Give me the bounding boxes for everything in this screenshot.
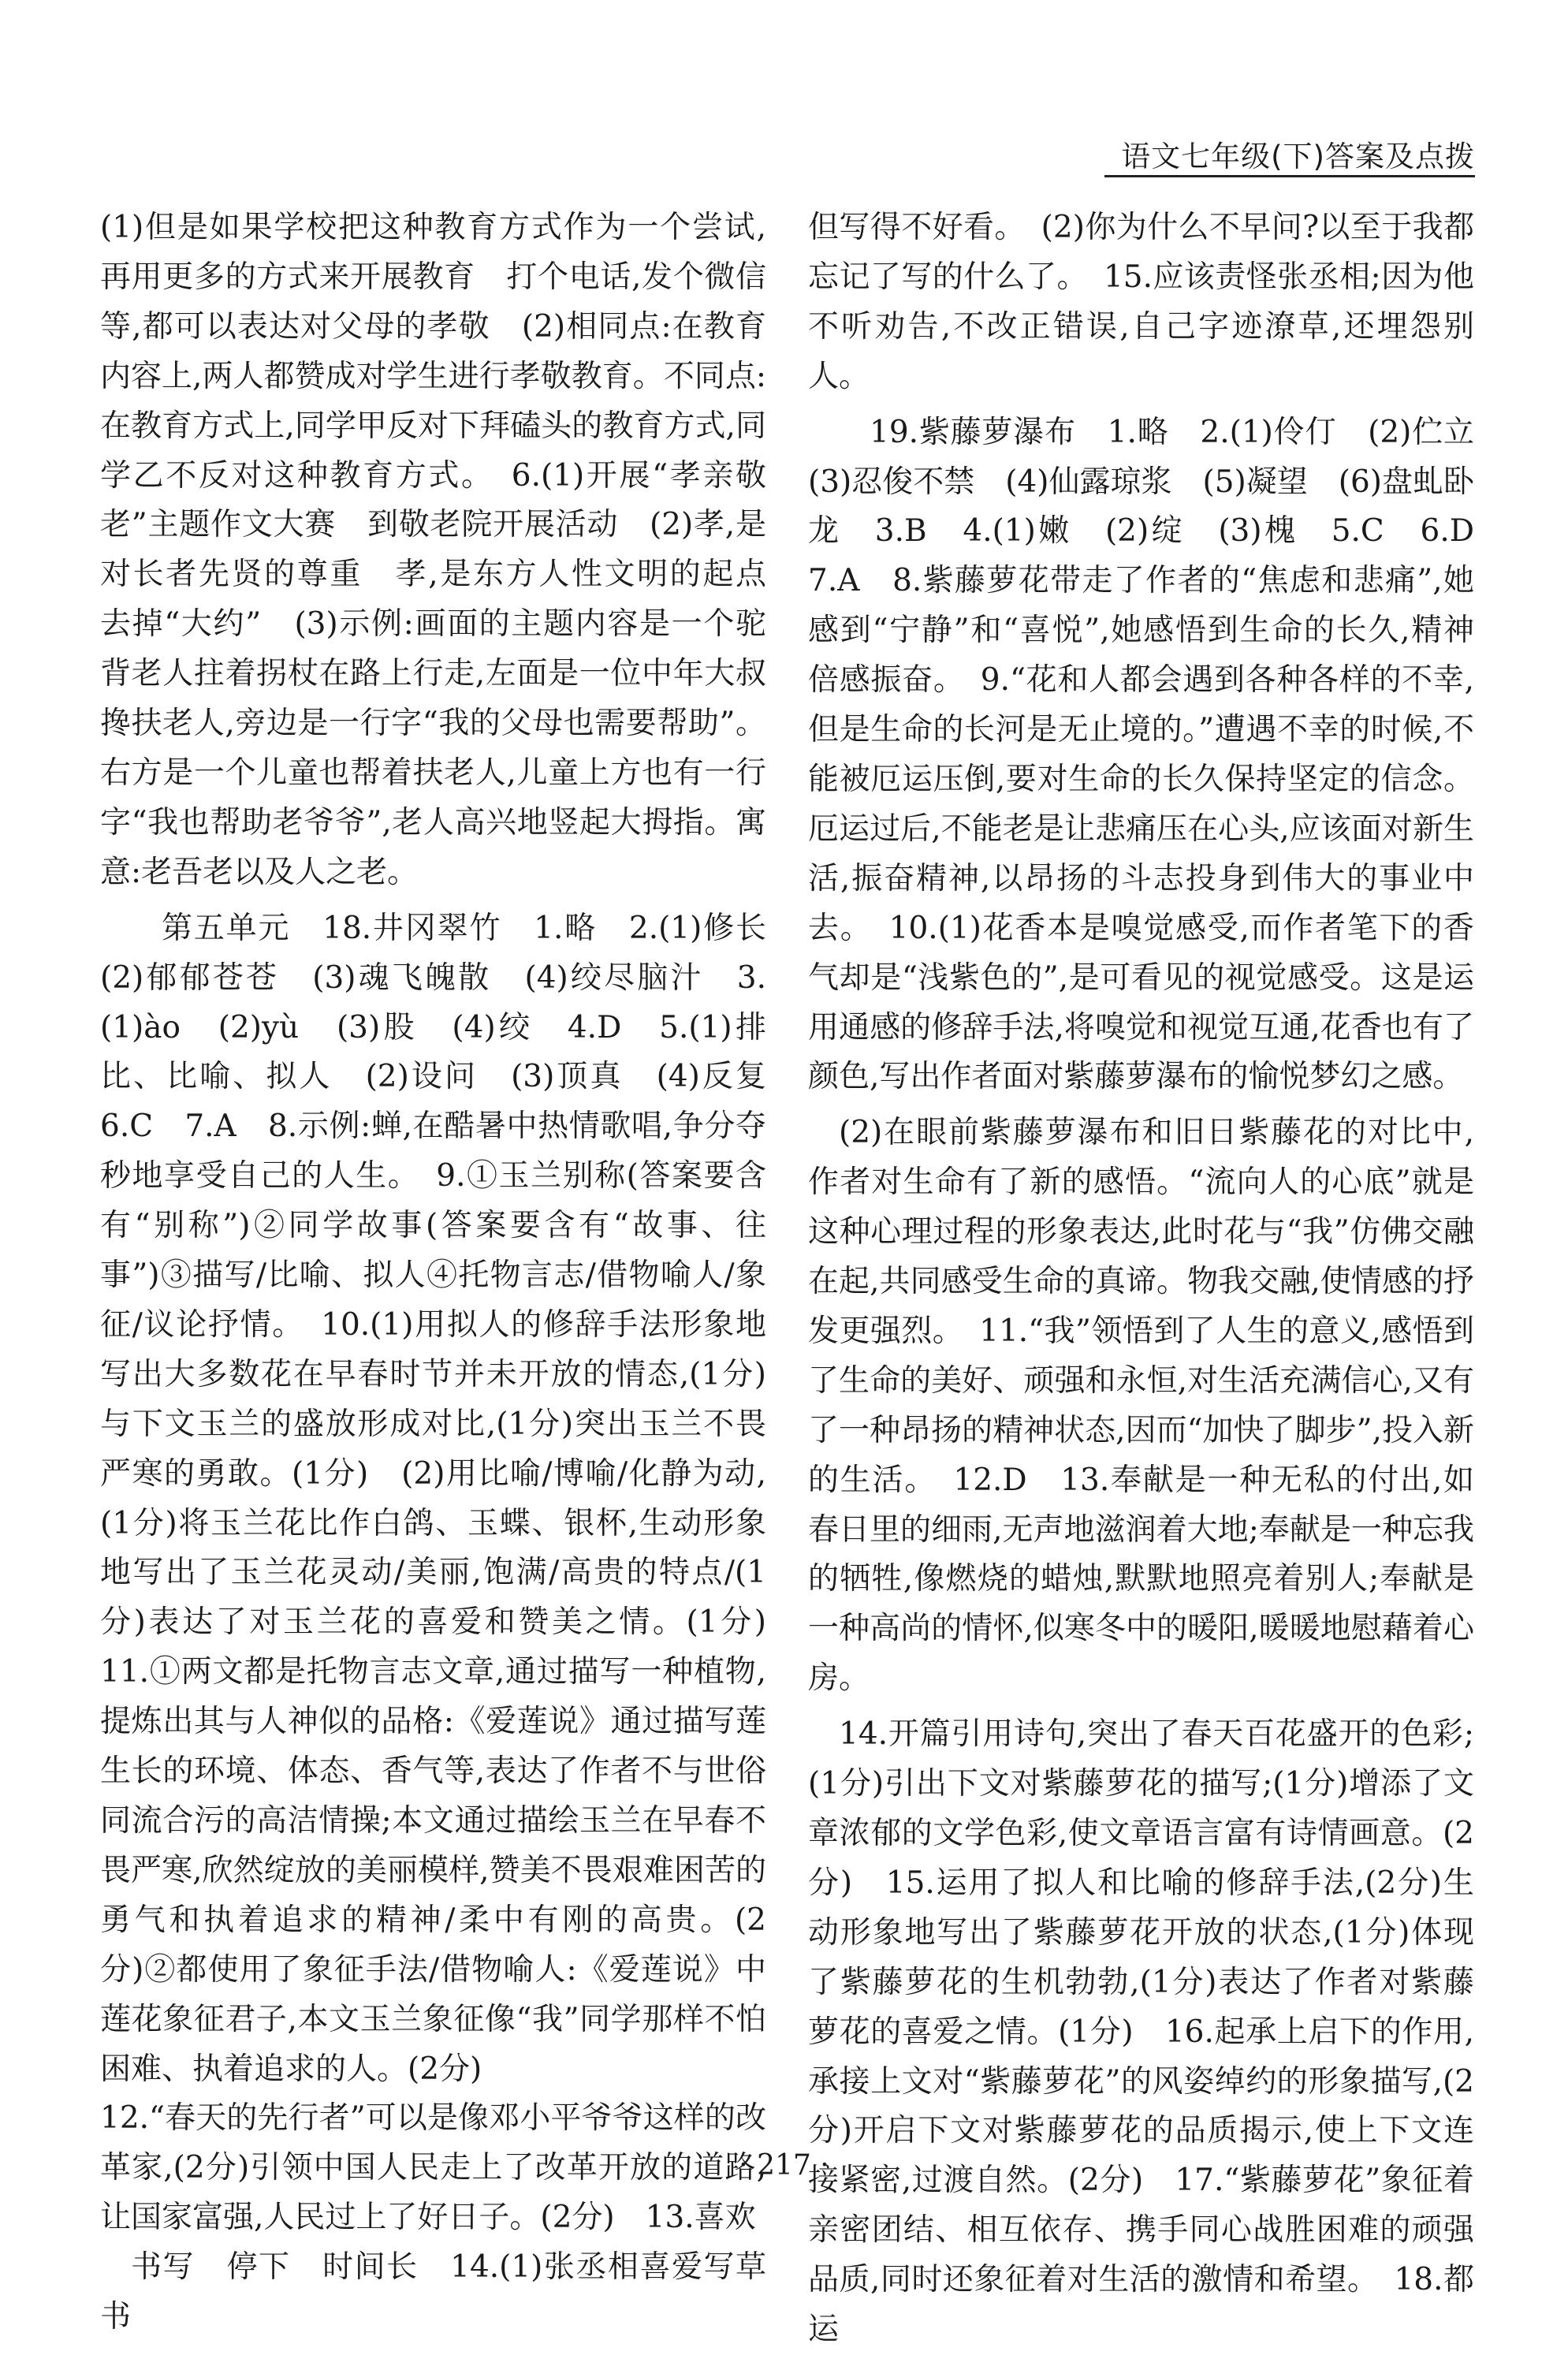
- running-header: 语文七年级(下)答案及点拨: [1121, 140, 1475, 173]
- answer-paragraph: 12.“春天的先行者”可以是像邓小平爷爷这样的改革家,(2分)引领中国人民走上了改革开放的道路,让国家富强,人民过上了好日子。(2分) 13.喜欢: [100, 2100, 766, 2236]
- answer-paragraph: 14.开篇引用诗句,突出了春天百花盛开的色彩;(1分)引出下文对紫藤萝花的描写;(1分)增添了文章浓郁的文学色彩,使文章语言富有诗情画意。(2分) 15.运用了拟人和比喻的修辞手法,(2分)生动形象地写出了紫藤萝花开放的状态,(1分)体现了紫藤萝花的生机勃勃,(1分)表达了作者对紫藤萝花的喜爱之情。(1分) 16.起承上启下的作用,承接上文对“紫藤萝花”的风姿绰约的形象描写,(2分)开启下文对紫藤萝花的品质揭示,使上下文连接紧密,过渡自然。(2分) 17.“紫藤萝花”象征着亲密团结、相互依存、携手同心战胜困难的顽强品质,同时还象征着对生活的激情和希望。 18.都运: [808, 1716, 1474, 2348]
- right-column: [808, 203, 1506, 2355]
- lesson-19-section: 19.紫藤萝瀑布 1.略 2.(1)伶仃 (2)伫立 (3)忍俊不禁 (4)仙露琼浆 (5)凝望 (6)盘虬卧龙 3.B 4.(1)嫩 (2)绽 (3)槐 5.C 6.D 7.A 8.紫藤萝花带走了作者的“焦虑和悲痛”,她感到“宁静”和“喜悦”,她感悟到生命的长久,精神倍感振奋。 9.“花和人都会遇到各种各样的不幸,但是生命的长河是无止境的。”遭遇不幸的时候,不能被厄运压倒,要对生命的长久保持坚定的信念。厄运过后,不能老是让悲痛压在心头,应该面对新生活,振奋精神,以昂扬的斗志投身到伟大的事业中去。 10.(1)花香本是嗅觉感受,而作者笔下的香气却是“浅紫色的”,是可看见的视觉感受。这是运用通感的修辞手法,将嗅觉和视觉互通,花香也有了颜色,写出作者面对紫藤萝瀑布的愉悦梦幻之感。: [808, 414, 1506, 1095]
- answer-paragraph: (2)在眼前紫藤萝瀑布和旧日紫藤花的对比中,作者对生命有了新的感悟。“流向人的心底”就是这种心理过程的形象表达,此时花与“我”仿佛交融在起,共同感受生命的真谛。物我交融,使情感的抒发更强烈。 11.“我”领悟到了人生的意义,感悟到了生命的美好、顽强和永恒,对生活充满信心,又有了一种昂扬的精神状态,因而“加快了脚步”,投入新的生活。 12.D 13.奉献是一种无私的付出,如春日里的细雨,无声地滋润着大地;奉献是一种忘我的牺牲,像燃烧的蜡烛,默默地照亮着别人;奉献是一种高尚的情怀,似寒冬中的暖阳,暖暖地慰藉着心房。: [808, 1115, 1474, 1697]
- header-rule: [1104, 175, 1475, 177]
- answer-paragraph: (1)但是如果学校把这种教育方式作为一个尝试,再用更多的方式来开展教育 打个电话,发个微信等,都可以表达对父母的孝敬 (2)相同点:在教育内容上,两人都赞成对学生进行孝敬教育。不同点:在教育方式上,同学甲反对下拜磕头的教育方式,同学乙不反对这种教育方式。 6.(1)开展“孝亲敬老”主题作文大赛 到敬老院开展活动 (2)孝,是对长者先贤的尊重 孝,是东方人性文明的起点 去掉“大约” (3)示例:画面的主题内容是一个驼背老人拄着拐杖在路上行走,左面是一位中年大叔搀扶老人,旁边是一行字“我的父母也需要帮助”。右方是一个儿童也帮着扶老人,儿童上方也有一行字“我也帮助老爷爷”,老人高兴地竖起大拇指。寓意:老吾老以及人之老。: [100, 210, 798, 890]
- answer-paragraph: 书写 停下 时间长 14.(1)张丞相喜爱写草书: [100, 2249, 766, 2335]
- answer-paragraph: 但写得不好看。 (2)你为什么不早问?以至于我都忘记了写的什么了。 15.应该责怪张丞相;因为他不听劝告,不改正错误,自己字迹潦草,还埋怨别人。: [808, 210, 1474, 394]
- unit-five-section: 第五单元 18.井冈翠竹 1.略 2.(1)修长 (2)郁郁苍苍 (3)魂飞魄散 (4)绞尽脑汁 3.(1)ào (2)yù (3)股 (4)绞 4.D 5.(1)排比、比喻、拟人 (2)设问 (3)顶真 (4)反复 6.C 7.A 8.示例:蝉,在酷暑中热情歌唱,争分夺秒地享受自己的人生。 9.①玉兰别称(答案要含有“别称”)②同学故事(答案要含有“故事、往事”)③描写/比喻、拟人④托物言志/借物喻人/象征/议论抒情。 10.(1)用拟人的修辞手法形象地写出大多数花在早春时节并未开放的情态,(1分)与下文玉兰的盛放形成对比,(1分)突出玉兰不畏严寒的勇敢。(1分) (2)用比喻/博喻/化静为动,(1分)将玉兰花比作白鸽、玉蝶、银杯,生动形象地写出了玉兰花灵动/美丽,饱满/高贵的特点/(1分)表达了对玉兰花的喜爱和赞美之情。(1分) 11.①两文都是托物言志文章,通过描写一种植物,提炼出其与人神似的品格:《爱莲说》通过描写莲生长的环境、体态、香气等,表达了作者不与世俗同流合污的高洁情操;本文通过描绘玉兰在早春不畏严寒,欣然绽放的美丽模样,赞美不畏艰难困苦的勇气和执着追求的精神/柔中有刚的高贵。(2分)②都使用了象征手法/借物喻人:《爱莲说》中莲花象征君子,本文玉兰象征像“我”同学那样不怕困难、执着追求的人。(2分): [100, 910, 798, 2087]
- page-number: · 217 ·: [739, 2149, 829, 2182]
